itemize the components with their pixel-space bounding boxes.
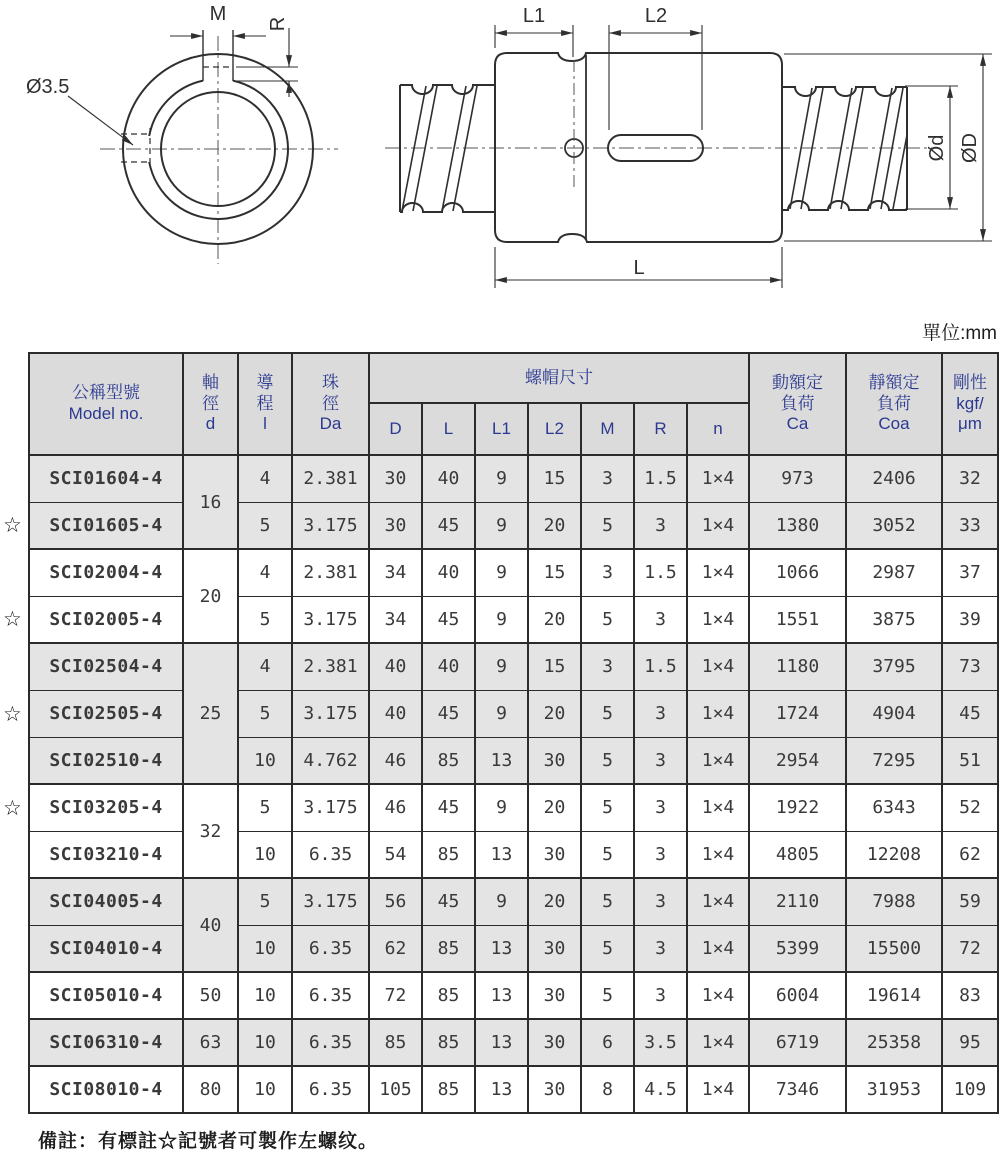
cell-R: 3 [634,878,687,925]
model-number: SCI01605-4 [49,514,163,536]
shaft-diameter-cell: 32 [183,784,238,878]
cell-k: 37 [942,549,998,596]
cell-coa: 7295 [846,737,942,784]
cell-k: 83 [942,972,998,1019]
spec-table [3,352,999,1114]
table-row [29,972,998,1019]
footnote: 備註：有標註☆記號者可製作左螺纹。 [38,1131,379,1152]
table-row [29,831,998,878]
cell-L1: 9 [475,596,528,643]
cell-D: 46 [369,784,422,831]
cell-ca: 4805 [749,831,846,878]
model-number-cell [29,878,183,925]
cell-R: 3 [634,925,687,972]
cell-coa: 3052 [846,502,942,549]
cell-coa: 25358 [846,1019,942,1066]
cell-L1: 9 [475,643,528,690]
cell-k: 32 [942,455,998,502]
cell-L2: 20 [528,784,581,831]
cell-da: 2.381 [292,549,369,596]
cell-n: 1×4 [687,690,749,737]
shaft-diameter-cell: 20 [183,549,238,643]
dim-label-r: R [267,16,289,32]
cell-ca: 1180 [749,643,846,690]
cell-lead: 5 [238,784,292,831]
cell-ca: 2110 [749,878,846,925]
cell-R: 4.5 [634,1066,687,1113]
cell-L: 85 [422,737,475,784]
cell-lead: 5 [238,502,292,549]
cell-L1: 9 [475,455,528,502]
cell-k: 51 [942,737,998,784]
header-col-L2: L2 [528,403,581,455]
cell-k: 52 [942,784,998,831]
model-number-cell [29,972,183,1019]
model-number: SCI03205-4 [49,797,163,819]
cell-L1: 9 [475,549,528,596]
technical-drawing [0,0,1000,312]
cell-n: 1×4 [687,878,749,925]
cell-R: 1.5 [634,643,687,690]
table-row [29,737,998,784]
cell-n: 1×4 [687,549,749,596]
cell-coa: 15500 [846,925,942,972]
cell-L2: 15 [528,643,581,690]
cell-M: 3 [581,455,634,502]
cell-L2: 15 [528,455,581,502]
cell-R: 1.5 [634,455,687,502]
table-row [29,455,998,502]
cell-lead: 10 [238,925,292,972]
cell-M: 6 [581,1019,634,1066]
cell-D: 34 [369,596,422,643]
cell-n: 1×4 [687,972,749,1019]
cell-ca: 1380 [749,502,846,549]
cell-L: 85 [422,831,475,878]
cell-coa: 6343 [846,784,942,831]
table-row [29,690,998,737]
cell-n: 1×4 [687,1066,749,1113]
nut-front-view [68,28,338,264]
cell-R: 3 [634,784,687,831]
cell-da: 6.35 [292,925,369,972]
cell-R: 3 [634,831,687,878]
cell-k: 72 [942,925,998,972]
table-row [29,596,998,643]
dim-l2 [609,25,702,130]
cell-n: 1×4 [687,596,749,643]
cell-lead: 5 [238,690,292,737]
cell-lead: 5 [238,596,292,643]
cell-L: 45 [422,784,475,831]
model-number: SCI02005-4 [49,608,163,630]
model-number: SCI02504-4 [49,656,163,678]
header-shaft-diameter: 軸 徑 d [183,353,238,455]
cell-k: 33 [942,502,998,549]
cell-da: 6.35 [292,972,369,1019]
cell-D: 56 [369,878,422,925]
cell-L: 45 [422,596,475,643]
nut-side-view [385,25,992,288]
model-number-cell [3,784,183,831]
cell-D: 30 [369,502,422,549]
cell-L1: 13 [475,1066,528,1113]
cell-D: 46 [369,737,422,784]
model-number: SCI02505-4 [49,703,163,724]
left-thread-star-icon: ☆ [3,607,23,632]
cell-coa: 2406 [846,455,942,502]
cell-L2: 20 [528,502,581,549]
model-number-cell [29,737,183,784]
table-row [29,502,998,549]
cell-ca: 1922 [749,784,846,831]
cell-R: 3.5 [634,1019,687,1066]
model-number-cell [29,1019,183,1066]
model-number-cell [3,502,183,549]
left-thread-star-icon: ☆ [3,795,23,820]
left-thread-star-icon: ☆ [3,513,23,538]
cell-coa: 2987 [846,549,942,596]
cell-M: 5 [581,831,634,878]
cell-da: 6.35 [292,831,369,878]
model-number: SCI05010-4 [49,985,163,1006]
cell-n: 1×4 [687,831,749,878]
header-col-n: n [687,403,749,455]
model-number: SCI04005-4 [49,891,163,913]
spec-table-body [3,455,998,1113]
cell-lead: 4 [238,455,292,502]
cell-L2: 30 [528,1019,581,1066]
cell-coa: 31953 [846,1066,942,1113]
cell-da: 3.175 [292,878,369,925]
header-nut-dimensions: 螺帽尺寸 [369,353,749,403]
shaft-diameter-cell: 80 [183,1066,238,1113]
table-row [29,643,998,690]
model-number: SCI04010-4 [49,937,163,959]
cell-L2: 30 [528,1066,581,1113]
cell-ca: 6004 [749,972,846,1019]
cell-L1: 9 [475,784,528,831]
cell-ca: 6719 [749,1019,846,1066]
cell-L1: 13 [475,925,528,972]
cell-L1: 13 [475,737,528,784]
table-row [29,549,998,596]
cell-L: 45 [422,502,475,549]
cell-D: 30 [369,455,422,502]
cell-M: 5 [581,784,634,831]
cell-coa: 3795 [846,643,942,690]
cell-R: 3 [634,972,687,1019]
cell-L: 85 [422,925,475,972]
cell-R: 3 [634,502,687,549]
cell-L: 85 [422,1066,475,1113]
model-number-cell [29,831,183,878]
model-number: SCI03210-4 [49,843,163,865]
cell-ca: 1066 [749,549,846,596]
cell-n: 1×4 [687,925,749,972]
cell-lead: 4 [238,643,292,690]
cell-M: 3 [581,643,634,690]
shaft-diameter-cell: 25 [183,643,238,784]
model-number: SCI02510-4 [49,749,163,771]
dim-label-l2: L2 [644,5,668,27]
cell-D: 105 [369,1066,422,1113]
header-ball-diameter: 珠 徑 Da [292,353,369,455]
cell-M: 5 [581,925,634,972]
cell-da: 2.381 [292,455,369,502]
cell-da: 3.175 [292,690,369,737]
header-model [29,353,183,455]
cell-L: 45 [422,878,475,925]
cell-k: 45 [942,690,998,737]
cell-coa: 12208 [846,831,942,878]
cell-ca: 7346 [749,1066,846,1113]
cell-L1: 13 [475,972,528,1019]
cell-L2: 20 [528,878,581,925]
cell-lead: 10 [238,1066,292,1113]
cell-L2: 20 [528,690,581,737]
cell-coa: 19614 [846,972,942,1019]
model-number-cell [29,1066,183,1113]
cell-D: 40 [369,690,422,737]
shaft-diameter-cell: 40 [183,878,238,972]
cell-n: 1×4 [687,643,749,690]
cell-L: 45 [422,690,475,737]
header-col-D: D [369,403,422,455]
header-model-zh: 公稱型號 [72,383,140,403]
dim-label-od-screw: Ød [926,134,948,162]
cell-L2: 15 [528,549,581,596]
cell-L2: 30 [528,972,581,1019]
cell-coa: 4904 [846,690,942,737]
header-lead: 導 程 l [238,353,292,455]
cell-lead: 4 [238,549,292,596]
cell-n: 1×4 [687,455,749,502]
table-row [29,925,998,972]
spec-table-header [29,353,998,455]
header-col-R: R [634,403,687,455]
cell-M: 8 [581,1066,634,1113]
shaft-diameter-cell: 63 [183,1019,238,1066]
header-stiffness: 剛性 kgf/ μm [942,353,998,455]
cell-n: 1×4 [687,737,749,784]
cell-L1: 9 [475,502,528,549]
cell-da: 4.762 [292,737,369,784]
cell-k: 59 [942,878,998,925]
unit-label: 單位:mm [922,323,997,344]
cell-da: 3.175 [292,784,369,831]
cell-L1: 9 [475,690,528,737]
table-row [29,1066,998,1113]
dim-label-m: M [209,3,227,25]
cell-R: 3 [634,596,687,643]
cell-k: 95 [942,1019,998,1066]
cell-k: 109 [942,1066,998,1113]
cell-L1: 13 [475,1019,528,1066]
cell-da: 6.35 [292,1066,369,1113]
header-col-L1: L1 [475,403,528,455]
cell-L2: 30 [528,737,581,784]
dim-label-hole-dia: Ø3.5 [26,76,70,98]
cell-M: 3 [581,549,634,596]
cell-k: 39 [942,596,998,643]
cell-lead: 10 [238,831,292,878]
shaft-diameter-cell: 50 [183,972,238,1019]
cell-L1: 13 [475,831,528,878]
cell-k: 73 [942,643,998,690]
cell-da: 2.381 [292,643,369,690]
cell-lead: 10 [238,972,292,1019]
model-number-cell [29,925,183,972]
cell-M: 5 [581,737,634,784]
cell-n: 1×4 [687,1019,749,1066]
cell-D: 40 [369,643,422,690]
cell-ca: 973 [749,455,846,502]
cell-da: 3.175 [292,596,369,643]
cell-lead: 10 [238,1019,292,1066]
cell-M: 5 [581,502,634,549]
cell-ca: 1551 [749,596,846,643]
cell-L1: 9 [475,878,528,925]
cell-M: 5 [581,690,634,737]
cell-n: 1×4 [687,784,749,831]
model-number-cell [3,690,183,737]
model-number: SCI06310-4 [49,1032,163,1053]
table-row [29,878,998,925]
cell-D: 62 [369,925,422,972]
cell-ca: 1724 [749,690,846,737]
cell-L: 85 [422,972,475,1019]
cell-M: 5 [581,596,634,643]
dim-label-l: L [633,257,645,279]
table-row [29,784,998,831]
model-number-cell [29,455,183,502]
shaft-diameter-cell: 16 [183,455,238,549]
model-number-cell [29,643,183,690]
model-number-cell [3,596,183,643]
cell-L2: 20 [528,596,581,643]
cell-da: 6.35 [292,1019,369,1066]
header-col-L: L [422,403,475,455]
cell-R: 1.5 [634,549,687,596]
cell-lead: 5 [238,878,292,925]
cell-L: 40 [422,643,475,690]
cell-L: 40 [422,455,475,502]
header-model-en: Model no. [68,404,144,423]
cell-n: 1×4 [687,502,749,549]
model-number-cell [29,549,183,596]
header-col-M: M [581,403,634,455]
cell-D: 54 [369,831,422,878]
cell-R: 3 [634,690,687,737]
cell-L2: 30 [528,831,581,878]
cell-D: 34 [369,549,422,596]
cell-D: 72 [369,972,422,1019]
model-number: SCI01604-4 [49,468,163,490]
cell-L: 40 [422,549,475,596]
cell-R: 3 [634,737,687,784]
cell-M: 5 [581,972,634,1019]
cell-ca: 2954 [749,737,846,784]
header-dynamic-load: 動額定 負荷 Ca [749,353,846,455]
left-thread-star-icon: ☆ [3,701,23,726]
cell-lead: 10 [238,737,292,784]
cell-L2: 30 [528,925,581,972]
cell-coa: 3875 [846,596,942,643]
cell-da: 3.175 [292,502,369,549]
cell-D: 85 [369,1019,422,1066]
cell-M: 5 [581,878,634,925]
table-row [29,1019,998,1066]
model-number: SCI02004-4 [49,562,163,584]
dim-label-l1: L1 [522,5,546,27]
header-static-load: 靜額定 負荷 Coa [846,353,942,455]
cell-k: 62 [942,831,998,878]
cell-L: 85 [422,1019,475,1066]
dim-label-od-nut: ØD [959,133,981,163]
cell-ca: 5399 [749,925,846,972]
cell-coa: 7988 [846,878,942,925]
model-number: SCI08010-4 [49,1079,163,1100]
